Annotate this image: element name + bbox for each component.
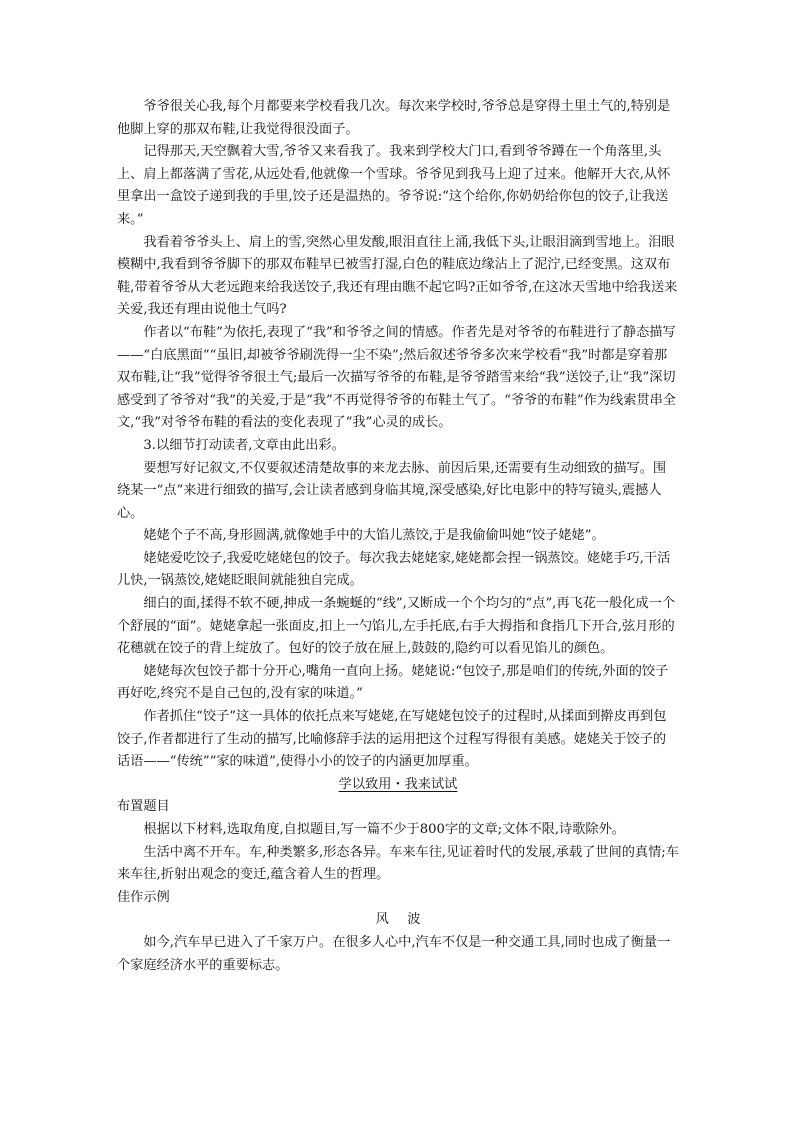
essay-paragraph: 如今,汽车早已进入了千家万户。在很多人心中,汽车不仅是一种交通工具,同时也成了衡量一个家庭经济水平的重要标志。 xyxy=(117,934,671,973)
paragraph-point-3: 3.以细节打动读者,文章由此出彩。 xyxy=(143,437,345,453)
document-page xyxy=(117,96,679,977)
paragraph-dough: 细白的面,揉得不软不硬,抻成一条蜿蜒的“线”,又断成一个个均匀的“点”,再飞花一般化成一个个舒展的“面”。姥姥拿起一张面皮,扣上一勺馅儿,左手托底,右手大拇指和食指几下开合,弦月形的花穗就在饺子的背上绽放了。包好的饺子放在屉上,鼓鼓的,隐约可以看见馅儿的颜色。 xyxy=(117,596,676,657)
assignment-material: 生活中离不开车。车,种类繁多,形态各异。车来车往,见证着时代的发展,承载了世间的真情;车来车往,折射出观念的变迁,蕴含着人生的哲理。 xyxy=(117,844,679,883)
paragraph-detail-writing: 要想写好记叙文,不仅要叙述清楚故事的来龙去脉、前因后果,还需要有生动细致的描写。围绕某一“点”来进行细致的描写,会让读者感到身临其境,深受感染,好比电影中的特写镜头,震撼人心。 xyxy=(117,460,667,521)
label-assignment: 布置题目 xyxy=(117,799,170,815)
paragraph-analysis-dumplings: 作者抓住“饺子”这一具体的依托点来写姥姥,在写姥姥包饺子的过程时,从揉面到擀皮再到包饺子,作者都进行了生动的描写,比喻修辞手法的运用把这个过程写得很有美感。姥姥关于饺子的话语——“传统”“家的味道”,使得小小的饺子的内涵更加厚重。 xyxy=(117,709,667,770)
paragraph-snow-day: 记得那天,天空飘着大雪,爷爷又来看我了。我来到学校大门口,看到爷爷蹲在一个角落里,头上、肩上都落满了雪花,从远处看,他就像一个雪球。爷爷见到我马上迎了过来。他解开大衣,从怀里拿出一盒饺子递到我的手里,饺子还是温热的。爷爷说:“这个给你,你奶奶给你包的饺子,让我送来。” xyxy=(117,144,671,227)
label-example: 佳作示例 xyxy=(117,889,170,905)
paragraph-grandma-dumplings: 姥姥爱吃饺子,我爱吃姥姥包的饺子。每次我去姥姥家,姥姥都会捏一锅蒸饺。姥姥手巧,干活儿快,一锅蒸饺,姥姥眨眼间就能独自完成。 xyxy=(117,550,671,589)
paragraph-grandma-quote: 姥姥每次包饺子都十分开心,嘴角一直向上扬。姥姥说:“包饺子,那是咱们的传统,外面的饺子再好吃,终究不是自己包的,没有家的味道。” xyxy=(117,663,669,702)
paragraph-grandma-intro: 姥姥个子不高,身形圆满,就像她手中的大馅儿蒸饺,于是我偷偷叫她“饺子姥姥”。 xyxy=(143,528,605,544)
paragraph-analysis-shoes: 作者以“布鞋”为依托,表现了“我”和爷爷之间的情感。作者先是对爷爷的布鞋进行了静态描写——“白底黑面”“虽旧,却被爷爷刷洗得一尘不染”;然后叙述爷爷多次来学校看“我”时都是穿着那双布鞋,让“我”觉得爷爷很土气;最后一次描写爷爷的布鞋,是爷爷踏雪来给“我”送饺子,让“我”深切感受到了爷爷对“我”的关爱,于是“我”不再觉得爷爷的布鞋土气了。“爷爷的布鞋”作为线索贯串全文,“我”对爷爷布鞋的看法的变化表现了“我”心灵的成长。 xyxy=(117,324,676,431)
assignment-instruction: 根据以下材料,选取角度,自拟题目,写一篇不少于800字的文章;文体不限,诗歌除外。 xyxy=(143,822,625,837)
section-heading: 学以致用・我来试试 xyxy=(338,776,458,792)
paragraph-grandpa-visits: 爷爷很关心我,每个月都要来学校看我几次。每次来学校时,爷爷总是穿得土里土气的,特别是他脚上穿的那双布鞋,让我觉得很没面子。 xyxy=(117,99,671,137)
essay-title: 风波 xyxy=(375,912,439,928)
paragraph-tears: 我看着爷爷头上、肩上的雪,突然心里发酸,眼泪直往上涌,我低下头,让眼泪滴到雪地上。泪眼模糊中,我看到爷爷脚下的那双布鞋早已被雪打湿,白色的鞋底边缘沾上了泥泞,已经变黑。这双布鞋,带着爷爷从大老远跑来给我送饺子,我还有理由瞧不起它吗?正如爷爷,在这冰天雪地中给我送来关爱,我还有理由说他土气吗? xyxy=(117,234,678,318)
